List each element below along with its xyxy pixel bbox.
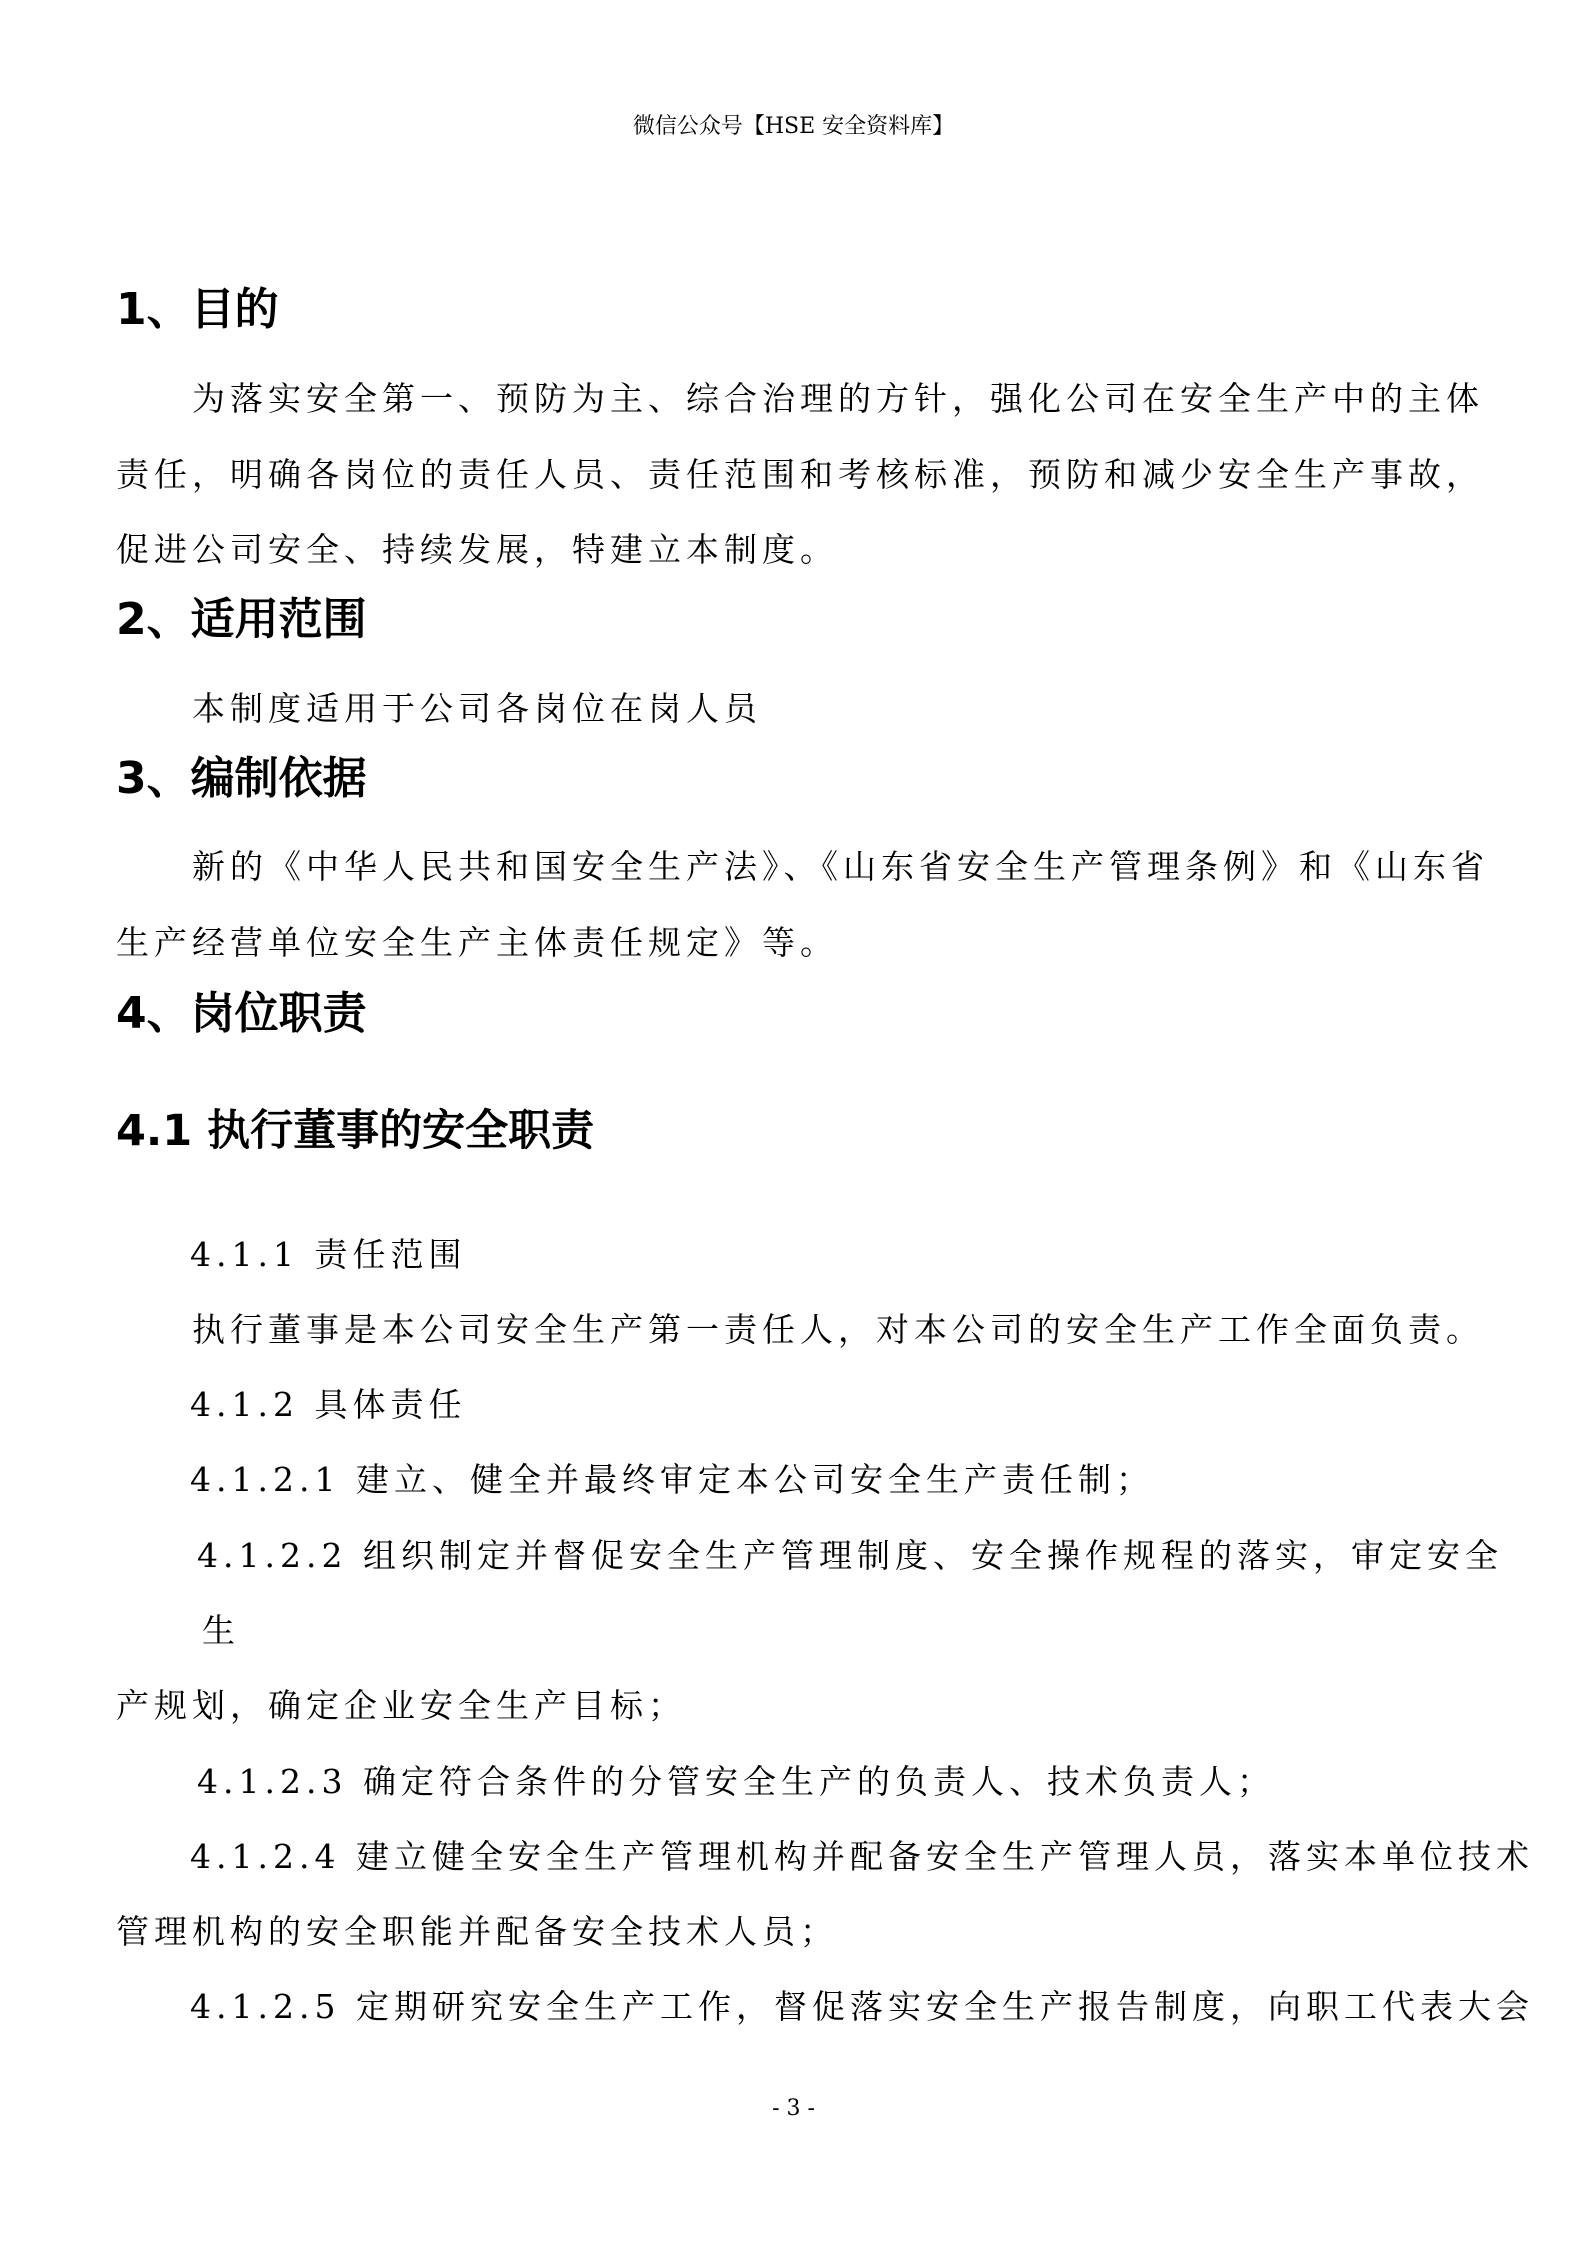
page-number: - 3 -	[772, 2096, 815, 2121]
item-4-1-2-2-line-1: 4.1.2.2 组织制定并督促安全生产管理制度、安全操作规程的落实，审定安全	[197, 1536, 1503, 1575]
section-4-1-1-heading: 4.1.1 责任范围	[190, 1235, 467, 1274]
section-4-1-1-text: 执行董事是本公司安全生产第一责任人，对本公司的安全生产工作全面负责。	[192, 1310, 1484, 1349]
section-1-line-1: 为落实安全第一、预防为主、综合治理的方针，强化公司在安全生产中的主体	[192, 379, 1484, 418]
page-header: 微信公众号【HSE 安全资料库】	[632, 114, 955, 139]
item-4-1-2-1: 4.1.2.1 建立、健全并最终审定本公司安全生产责任制；	[190, 1460, 1154, 1499]
section-4-1-2-heading: 4.1.2 具体责任	[190, 1385, 467, 1424]
section-1-line-3: 促进公司安全、持续发展，特建立本制度。	[116, 530, 838, 569]
item-4-1-2-2-line-3: 产规划，确定企业安全生产目标；	[116, 1686, 686, 1725]
item-4-1-2-4-line-2: 管理机构的安全职能并配备安全技术人员；	[116, 1912, 838, 1951]
item-4-1-2-5-line-1: 4.1.2.5 定期研究安全生产工作，督促落实安全生产报告制度，向职工代表大会	[190, 1987, 1534, 2026]
item-4-1-2-2-line-2: 生	[202, 1611, 240, 1650]
section-3-line-1: 新的《中华人民共和国安全生产法》、《山东省安全生产管理条例》和《山东省	[192, 847, 1489, 886]
section-2-title: 2、适用范围	[116, 594, 367, 645]
section-3-line-2: 生产经营单位安全生产主体责任规定》等。	[116, 923, 838, 962]
section-4-title: 4、岗位职责	[116, 988, 367, 1039]
item-4-1-2-3: 4.1.2.3 确定符合条件的分管安全生产的负责人、技术负责人；	[197, 1762, 1275, 1801]
item-4-1-2-4-line-1: 4.1.2.4 建立健全安全生产管理机构并配备安全生产管理人员，落实本单位技术	[190, 1837, 1534, 1876]
section-3-title: 3、编制依据	[116, 753, 367, 804]
section-2-line-1: 本制度适用于公司各岗位在岗人员	[192, 689, 762, 728]
section-1-line-2: 责任，明确各岗位的责任人员、责任范围和考核标准，预防和减少安全生产事故，	[116, 455, 1484, 494]
section-1-title: 1、目的	[116, 284, 279, 335]
section-4-1-title: 4.1 执行董事的安全职责	[116, 1106, 595, 1156]
